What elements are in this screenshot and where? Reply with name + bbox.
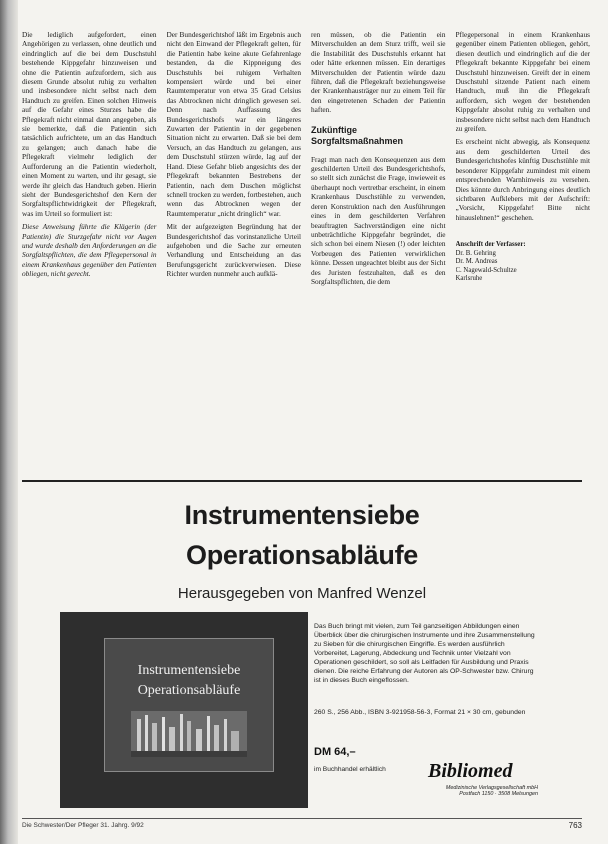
ad-title-line-1: Instrumentensiebe [184, 500, 420, 530]
author-line: C. Nagewald-Schultze [455, 266, 517, 274]
author-line: Dr. M. Andreas [455, 258, 498, 266]
article-column-2 [167, 30, 302, 460]
author-line: Dr. B. Gehring [455, 249, 496, 257]
book-cover [104, 638, 274, 772]
article-paragraph: Pflegepersonal in einem Krankenhaus gegenüber einem Patienten obliegen, gehört, diesen deutlich und eindringlich auf die der Pflegekraft bekannte Kippgefahr bei einem Duschstuhl hinzuweisen. Greift der in einem Duschstuhl sitzende Patient nach einem Handtuch, muß ihn die Pflegekraft auffordern, sich wegen der bestehenden Kippgefahr absolut ruhig zu verhalten und insbesondere nicht selbst nach dem Handtuch zu greifen. [455, 30, 590, 134]
publisher-subline-2: Postfach 1150 · 3508 Melsungen [459, 791, 538, 798]
article-column-3 [311, 30, 446, 460]
article-column-4 [456, 30, 591, 460]
article-column-1 [22, 30, 157, 460]
section-heading: Zukünftige Sorgfaltsmaßnahmen [311, 124, 404, 146]
ad-dark-panel [60, 612, 540, 808]
authors-heading: Anschrift der Verfasser: [455, 241, 526, 249]
book-advertisement [22, 482, 582, 812]
ad-description: Das Buch bringt mit vielen, zum Teil ganzseitigen Abbildungen einen Überblick über die chirurgischen Instrumente und ihre Zusammenstellung zu Sieben für die chirurgischen Eingriffe. Es werden ausführlich Vorbereitet, Lagerung, Abdeckung und Technik unter Vielzahl von Operationen geschildert, so soll als Leitfaden für Ausbildung und Praxis dienen. Die reiche Erfahrung der Autoren als OP-Schwester bzw. Chirurg ist in dieses Buch eingeflossen. [314, 623, 535, 684]
book-cover-instruments-image [131, 711, 247, 757]
article-paragraph: ren müssen, ob die Patientin ein Mitverschulden an dem Sturz trifft, weil sie die Instabilität des Duschstuhls erkannt hat oder hätte erkennen müssen. Ein derartiges Mitverschulden der Patientin würde dazu führen, daß die Pflegekraft beziehungsweise der Krankenhausträger nur zu einem Teil für den eingetretenen Schaden der Patientin haften. [311, 30, 446, 115]
ad-editor-line: Herausgegeben von Manfred Wenzel [177, 585, 427, 602]
footer-source: Die Schwester/Der Pfleger 31. Jahrg. 9/92 [22, 822, 144, 829]
publisher-subline [424, 785, 538, 798]
publisher-subline-1: Medizinische Verlagsgesellschaft mbH [445, 785, 538, 791]
ad-bibliographic-info: 260 S., 256 Abb., ISBN 3-921958-56-3, Format 21 × 30 cm, gebunden [314, 709, 526, 716]
article-paragraph: Die lediglich aufgefordert, einen Angehörigen zu verlassen, ohne deutlich und eindringlich auf die bei dem Duschstuhl bestehende Kippgefahr hinzuweisen und ohne die Patientin aufzufordern, sich aus diesem Grunde absolut ruhig zu verhalten und insbesondere nicht selbst nach dem Handtuch zu greifen. Einen solchen Hinweis auf die Gefahr eines Sturzes habe die Pflegekraft nicht einmal dann angegeben, als sie bemerkte, daß die Patientin sich tatsächlich aufrichtete, um an das Handtuch zu gelangen; auch danach habe die Pflegekraft vielmehr lediglich der Aufforderung an die Patientin wiederholt, einen Moment zu warten, und ihr gesagt, sie werde ihr gleich das Handtuch geben. Hierin sieht der Bundesgerichtshof den Kern der Sorgfaltspflichtwidrigkeit der Pflegekraft, was im Urteil so formuliert ist: [22, 30, 157, 218]
ad-description-box [308, 612, 540, 808]
article-paragraph: Der Bundesgerichtshof läßt im Ergebnis auch nicht den Einwand der Pflegekraft gelten, für die Patientin habe keine akute Gefahrenlage bestanden, da die Kippneigung des Duschstuhls bei ruhigem Verhalten kompensiert würde und bei einer Raumtemperatur von etwa 35 Grad Celsius das Abtrocknen nicht dringlich gewesen sei. Denn nach Auffassung des Bundesgerichtshofs war ein längeres Zuwarten der Patientin in der gegebenen Situation nicht zu erwarten. Daß sie bei dem Versuch, an das Handtuch zu gelangen, aus dem Duschstuhl stürzen würde, lag auf der Hand. Diese Gefahr blieb angesichts des der Pflegekraft bekannten Bestrebens der Patientin, nach dem Duschen möglichst schnell trocken zu werden, fortbestehen, auch wenn das Abtrocknen wegen der Raumtemperatur „nicht dringlich“ war. [166, 30, 301, 218]
publisher-logo: Bibliomed [428, 760, 513, 782]
ad-price: DM 64,– [314, 746, 356, 758]
footer-rule [22, 818, 582, 819]
article-paragraph: Fragt man nach den Konsequenzen aus dem geschilderten Urteil des Bundesgerichtshofs, so stellt sich zunächst die Frage, inwieweit es überhaupt noch vertretbar erscheint, in einem Krankenhaus Duschstühle zu verwenden, deren Konstruktion nach den Ausführungen eines in dem geschilderten Verfahren beauftragten Sachverständigen eine nicht unbeträchtliche Kippgefahr begründet, die sich schon bei einem Niesen (!) oder leichten Vorbeugen des Patienten verwirklichen könne. Dessen ungeachtet bleibt aus der Sicht des Juristen festzuhalten, daß es den Sorgfaltspflichten, die dem [311, 154, 446, 286]
article-paragraph: Mit der aufgezeigten Begründung hat der Bundesgerichtshof das vorinstanzliche Urteil aufgehoben und die Sache zur erneuten Verhandlung und Entscheidung an das Berufungsgericht zurückverwiesen. Diese Richter wurden nunmehr auch aufklä- [166, 222, 301, 279]
article-text [22, 30, 590, 460]
ad-availability: im Buchhandel erhältlich [314, 766, 386, 773]
book-cover-title-2: Operationsabläufe [137, 683, 241, 698]
book-cover-title-1: Instrumentensiebe [137, 663, 241, 678]
author-city: Karlsruhe [455, 275, 483, 283]
page-number: 763 [568, 821, 582, 830]
page-binding-shadow [0, 0, 18, 844]
article-paragraph: Diese Anweisung führte die Klägerin (der Patientin) die Sturzgefahr nicht vor Augen und wurde deshalb den Anforderungen an die Sorgfaltspflichten, die dem Pflegepersonal in einem Krankenhaus gegenüber den Patienten obliegen, nicht gerecht. [22, 222, 157, 279]
ad-title-line-2: Operationsabläufe [186, 540, 418, 570]
article-column-4-body [456, 30, 591, 222]
article-paragraph: Es erscheint nicht abwegig, als Konsequenz aus dem geschilderten Urteil des Bundesgerichtshofes künftig Duschstühle mit besonderer Kippgefahr zumindest mit einem entsprechenden Warnhinweis zu versehen. Dies könnte durch Anbringung eines deutlich sichtbaren Aufklebers mit der Aufschrift: „Vorsicht, Kippgefahr! Bitte nicht hinauslehnen!“ geschehen. [455, 137, 590, 222]
